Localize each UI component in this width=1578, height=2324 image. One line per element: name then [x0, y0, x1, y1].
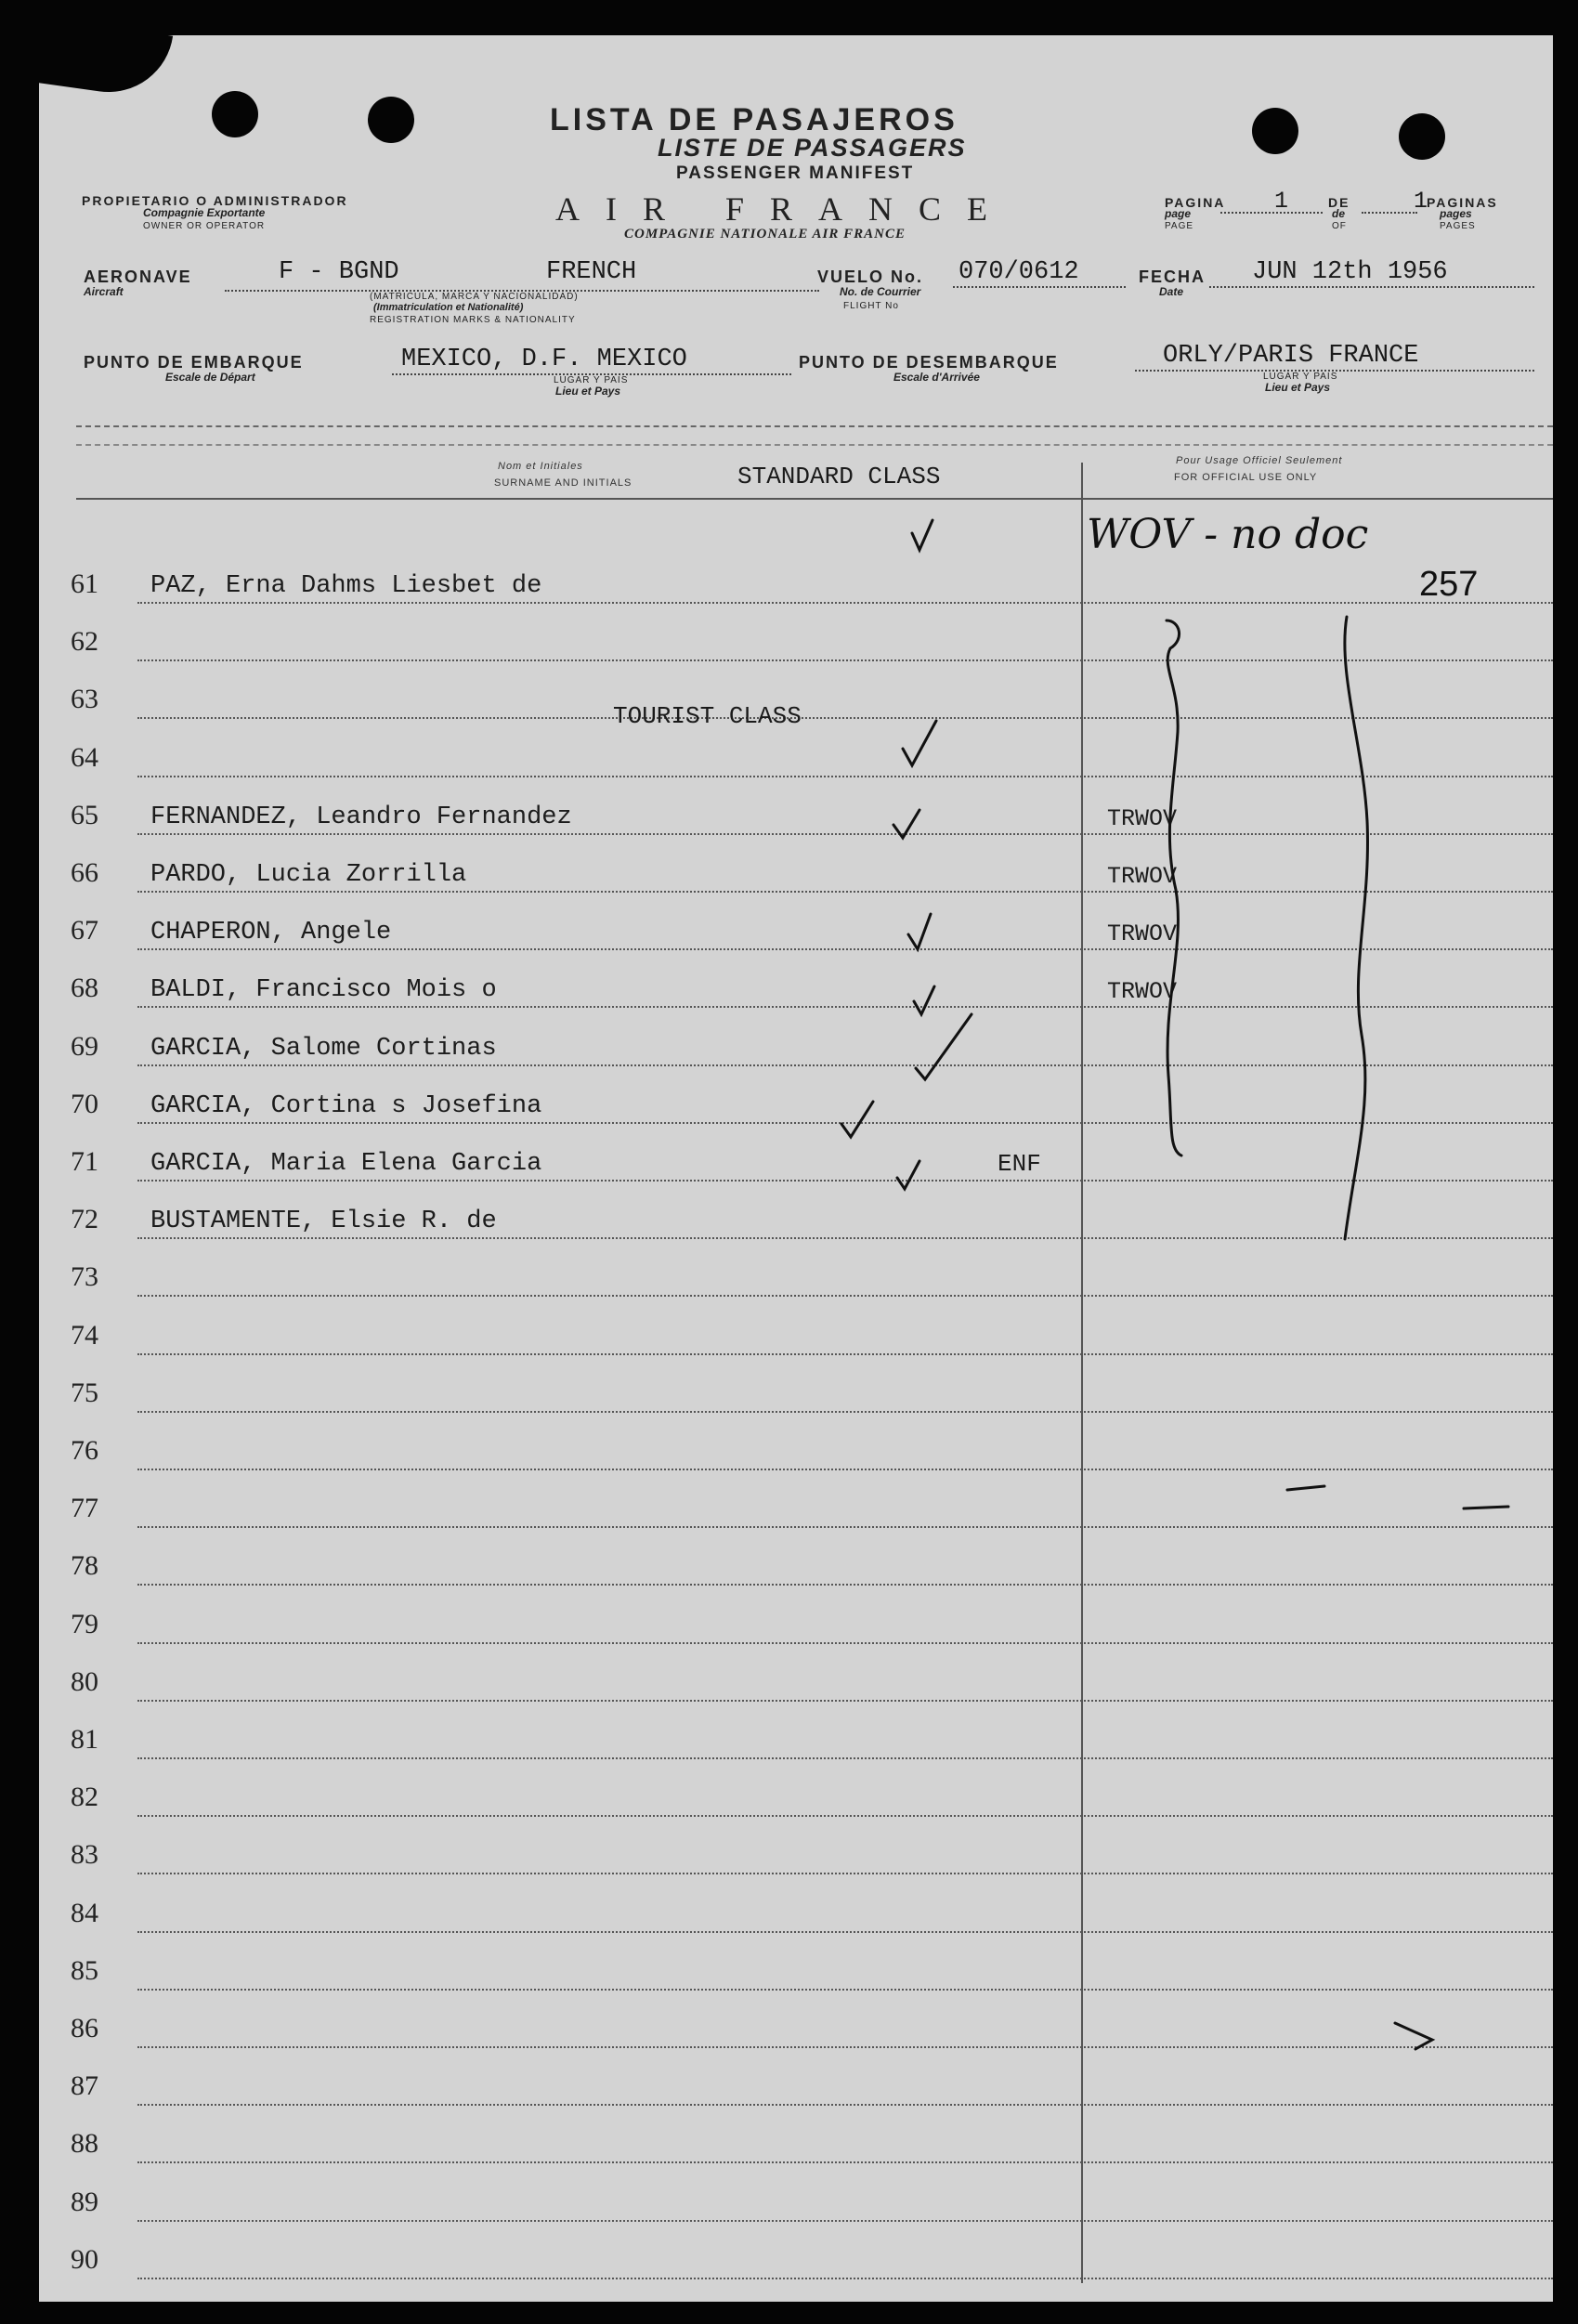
- row-number: 64: [71, 741, 98, 773]
- row-number: 72: [71, 1204, 98, 1235]
- row-rule: [137, 948, 1553, 950]
- row-rule: [137, 1584, 1553, 1586]
- table-top-rule: [76, 498, 1553, 500]
- table-row: [39, 958, 1553, 1015]
- row-number: 79: [71, 1608, 98, 1639]
- title-french: LISTE DE PASSAGERS: [658, 134, 967, 162]
- table-row: [39, 1478, 1553, 1535]
- table-row: [39, 2113, 1553, 2171]
- table-row: [39, 1131, 1553, 1189]
- table-row: [39, 900, 1553, 958]
- row-rule: [137, 602, 1553, 604]
- row-number: 76: [71, 1435, 98, 1466]
- table-row: [39, 1189, 1553, 1247]
- official-remark: TRWOV: [1107, 863, 1178, 890]
- airline-subtitle: COMPAGNIE NATIONALE AIR FRANCE: [624, 227, 906, 242]
- table-row: [39, 1247, 1553, 1304]
- aircraft-registration: F - BGND: [279, 258, 399, 286]
- airline-name: AIR FRANCE: [555, 190, 1014, 228]
- owner-label: PROPIETARIO O ADMINISTRADOR: [82, 193, 348, 208]
- row-rule: [137, 1006, 1553, 1008]
- row-rule: [137, 717, 1553, 719]
- paginas-en: PAGES: [1440, 221, 1476, 231]
- table-row: [39, 1824, 1553, 1882]
- header-separator: [76, 425, 1553, 427]
- row-rule: [137, 1122, 1553, 1124]
- checkmark: [912, 520, 932, 550]
- embarque-lugar-fr: Lieu et Pays: [555, 385, 621, 398]
- header-separator-2: [76, 444, 1553, 446]
- row-number: 89: [71, 2186, 98, 2217]
- de-en: OF: [1332, 221, 1347, 231]
- row-number: 75: [71, 1377, 98, 1408]
- aircraft-nationality: FRENCH: [546, 258, 637, 286]
- row-number: 70: [71, 1088, 98, 1119]
- col-official-en: FOR OFFICIAL USE ONLY: [1174, 472, 1318, 483]
- table-row: [39, 554, 1553, 611]
- enf-mark: ENF: [998, 1150, 1041, 1178]
- row-number: 90: [71, 2243, 98, 2275]
- embarkation-place: MEXICO, D.F. MEXICO: [401, 346, 687, 373]
- flight-date: JUN 12th 1956: [1252, 258, 1448, 286]
- table-row: [39, 1652, 1553, 1709]
- punch-hole: [1399, 113, 1445, 160]
- title-english: PASSENGER MANIFEST: [676, 163, 915, 183]
- table-row: [39, 1305, 1553, 1363]
- de-sub: de: [1332, 207, 1346, 220]
- vuelo-fill: [953, 286, 1126, 288]
- row-number: 69: [71, 1030, 98, 1062]
- pagina-label: PAGINA: [1165, 195, 1226, 210]
- passenger-name: BALDI, Francisco Mois o: [150, 976, 497, 1005]
- row-number: 71: [71, 1146, 98, 1177]
- row-rule: [137, 1469, 1553, 1470]
- row-number: 86: [71, 2013, 98, 2043]
- tourist-class-heading: TOURIST CLASS: [613, 702, 802, 730]
- pagina-en: PAGE: [1165, 221, 1194, 231]
- row-number: 80: [71, 1665, 98, 1697]
- row-rule: [137, 776, 1553, 777]
- row-rule: [137, 659, 1553, 661]
- desembarque-lugar-fr: Lieu et Pays: [1265, 381, 1331, 394]
- table-row: [39, 1709, 1553, 1767]
- col-name-fr: Nom et Initiales: [498, 461, 583, 472]
- col-name-en: SURNAME AND INITIALS: [494, 477, 633, 489]
- table-row: [39, 842, 1553, 900]
- row-number: 73: [71, 1261, 98, 1293]
- row-number: 78: [71, 1550, 98, 1582]
- row-rule: [137, 1295, 1553, 1297]
- torn-corner: [39, 35, 173, 100]
- manifest-sheet: [39, 35, 1553, 2302]
- vuelo-label: VUELO No.: [817, 268, 924, 286]
- official-remark: TRWOV: [1107, 920, 1178, 948]
- row-rule: [137, 2161, 1553, 2163]
- passenger-name: FERNANDEZ, Leandro Fernandez: [150, 803, 572, 831]
- table-row: [39, 1883, 1553, 1940]
- row-rule: [137, 1642, 1553, 1644]
- passenger-name: CHAPERON, Angele: [150, 919, 392, 947]
- paginas-sub: pages: [1440, 207, 1472, 220]
- table-row: [39, 1940, 1553, 1998]
- row-rule: [137, 891, 1553, 893]
- table-row: [39, 1363, 1553, 1420]
- row-rule: [137, 1526, 1553, 1528]
- desembarque-lugar: LUGAR Y PAIS: [1263, 372, 1338, 382]
- row-number: 88: [71, 2128, 98, 2160]
- matricula-note-fr: (Immatriculation et Nationalité): [373, 302, 524, 313]
- passenger-name: PAZ, Erna Dahms Liesbet de: [150, 572, 542, 600]
- matricula-note: (MATRICULA, MARCA Y NACIONALIDAD): [370, 292, 579, 302]
- vuelo-en: FLIGHT No: [843, 301, 899, 311]
- passenger-name: GARCIA, Maria Elena Garcia: [150, 1150, 542, 1178]
- row-rule: [137, 1700, 1553, 1702]
- punch-hole: [368, 97, 414, 143]
- row-rule: [137, 2278, 1553, 2279]
- row-number: 82: [71, 1782, 98, 1813]
- de-label: DE: [1328, 195, 1350, 210]
- de-fill: [1362, 212, 1417, 214]
- pagina-fill: [1220, 212, 1323, 214]
- embarque-label: PUNTO DE EMBARQUE: [84, 353, 304, 372]
- row-rule: [137, 1757, 1553, 1759]
- paginas-label: PAGINAS: [1427, 195, 1498, 210]
- disembarkation-place: ORLY/PARIS FRANCE: [1163, 342, 1419, 370]
- owner-label-fr: Compagnie Exportante: [143, 206, 266, 219]
- row-number: 84: [71, 1897, 98, 1928]
- col-official-fr: Pour Usage Officiel Seulement: [1176, 455, 1343, 466]
- row-rule: [137, 1411, 1553, 1413]
- desembarque-sub: Escale d'Arrivée: [893, 371, 980, 384]
- row-number: 67: [71, 915, 98, 947]
- row-rule: [137, 1064, 1553, 1066]
- page-number: 1: [1274, 188, 1289, 215]
- row-number: 81: [71, 1724, 98, 1755]
- row-number: 85: [71, 1954, 98, 1986]
- matricula-note-en: REGISTRATION MARKS & NATIONALITY: [370, 315, 576, 325]
- table-row: [39, 1767, 1553, 1824]
- row-number: 63: [71, 684, 98, 715]
- passenger-name: GARCIA, Cortina s Josefina: [150, 1091, 542, 1120]
- stamp-number: 257: [1419, 565, 1479, 604]
- punch-hole: [212, 91, 258, 137]
- row-rule: [137, 1237, 1553, 1239]
- table-row: [39, 1420, 1553, 1478]
- row-rule: [137, 1353, 1553, 1355]
- row-number: 87: [71, 2070, 98, 2102]
- table-row: [39, 1016, 1553, 1074]
- row-number: 68: [71, 973, 98, 1004]
- official-remark: TRWOV: [1107, 804, 1178, 832]
- row-rule: [137, 2220, 1553, 2222]
- page-total: 1: [1414, 188, 1428, 215]
- pagina-sub: page: [1165, 207, 1192, 220]
- table-row: [39, 1594, 1553, 1652]
- official-remark: TRWOV: [1107, 978, 1178, 1006]
- embarque-sub: Escale de Départ: [165, 371, 255, 384]
- row-rule: [137, 2046, 1553, 2048]
- table-row: [39, 2172, 1553, 2229]
- fecha-label: FECHA: [1139, 268, 1206, 286]
- table-row: [39, 611, 1553, 669]
- row-rule: [137, 1815, 1553, 1817]
- row-rule: [137, 1873, 1553, 1874]
- fecha-sub: Date: [1159, 285, 1184, 298]
- table-row: [39, 1535, 1553, 1593]
- passenger-name: GARCIA, Salome Cortinas: [150, 1034, 497, 1063]
- aeronave-label: AERONAVE: [84, 268, 192, 286]
- table-row: [39, 2056, 1553, 2113]
- table-row: [39, 727, 1553, 785]
- row-rule: [137, 833, 1553, 835]
- row-rule: [137, 2104, 1553, 2106]
- owner-label-en: OWNER OR OPERATOR: [143, 221, 266, 231]
- row-number: 74: [71, 1319, 98, 1351]
- row-rule: [137, 1931, 1553, 1933]
- table-row: [39, 1998, 1553, 2056]
- row-number: 62: [71, 626, 98, 658]
- fecha-fill: [1209, 286, 1534, 288]
- vuelo-sub: No. de Courrier: [840, 285, 921, 298]
- flight-number: 070/0612: [959, 258, 1079, 286]
- row-number: 77: [71, 1493, 98, 1524]
- aeronave-sub: Aircraft: [84, 285, 124, 298]
- standard-class-heading: STANDARD CLASS: [737, 463, 941, 490]
- table-row: [39, 1074, 1553, 1131]
- desembarque-label: PUNTO DE DESEMBARQUE: [799, 353, 1059, 372]
- table-row: [39, 785, 1553, 842]
- handwritten-note: WOV - no doc: [1087, 511, 1369, 558]
- row-number: 61: [71, 568, 98, 599]
- row-number: 66: [71, 857, 98, 888]
- punch-hole: [1252, 108, 1298, 154]
- passenger-name: PARDO, Lucia Zorrilla: [150, 861, 467, 889]
- row-number: 83: [71, 1839, 98, 1871]
- table-row: [39, 2229, 1553, 2287]
- row-rule: [137, 1180, 1553, 1182]
- title-spanish: LISTA DE PASAJEROS: [550, 102, 959, 137]
- passenger-name: BUSTAMENTE, Elsie R. de: [150, 1208, 497, 1236]
- row-rule: [137, 1989, 1553, 1991]
- row-number: 65: [71, 799, 98, 830]
- embarque-lugar: LUGAR Y PAIS: [554, 375, 629, 385]
